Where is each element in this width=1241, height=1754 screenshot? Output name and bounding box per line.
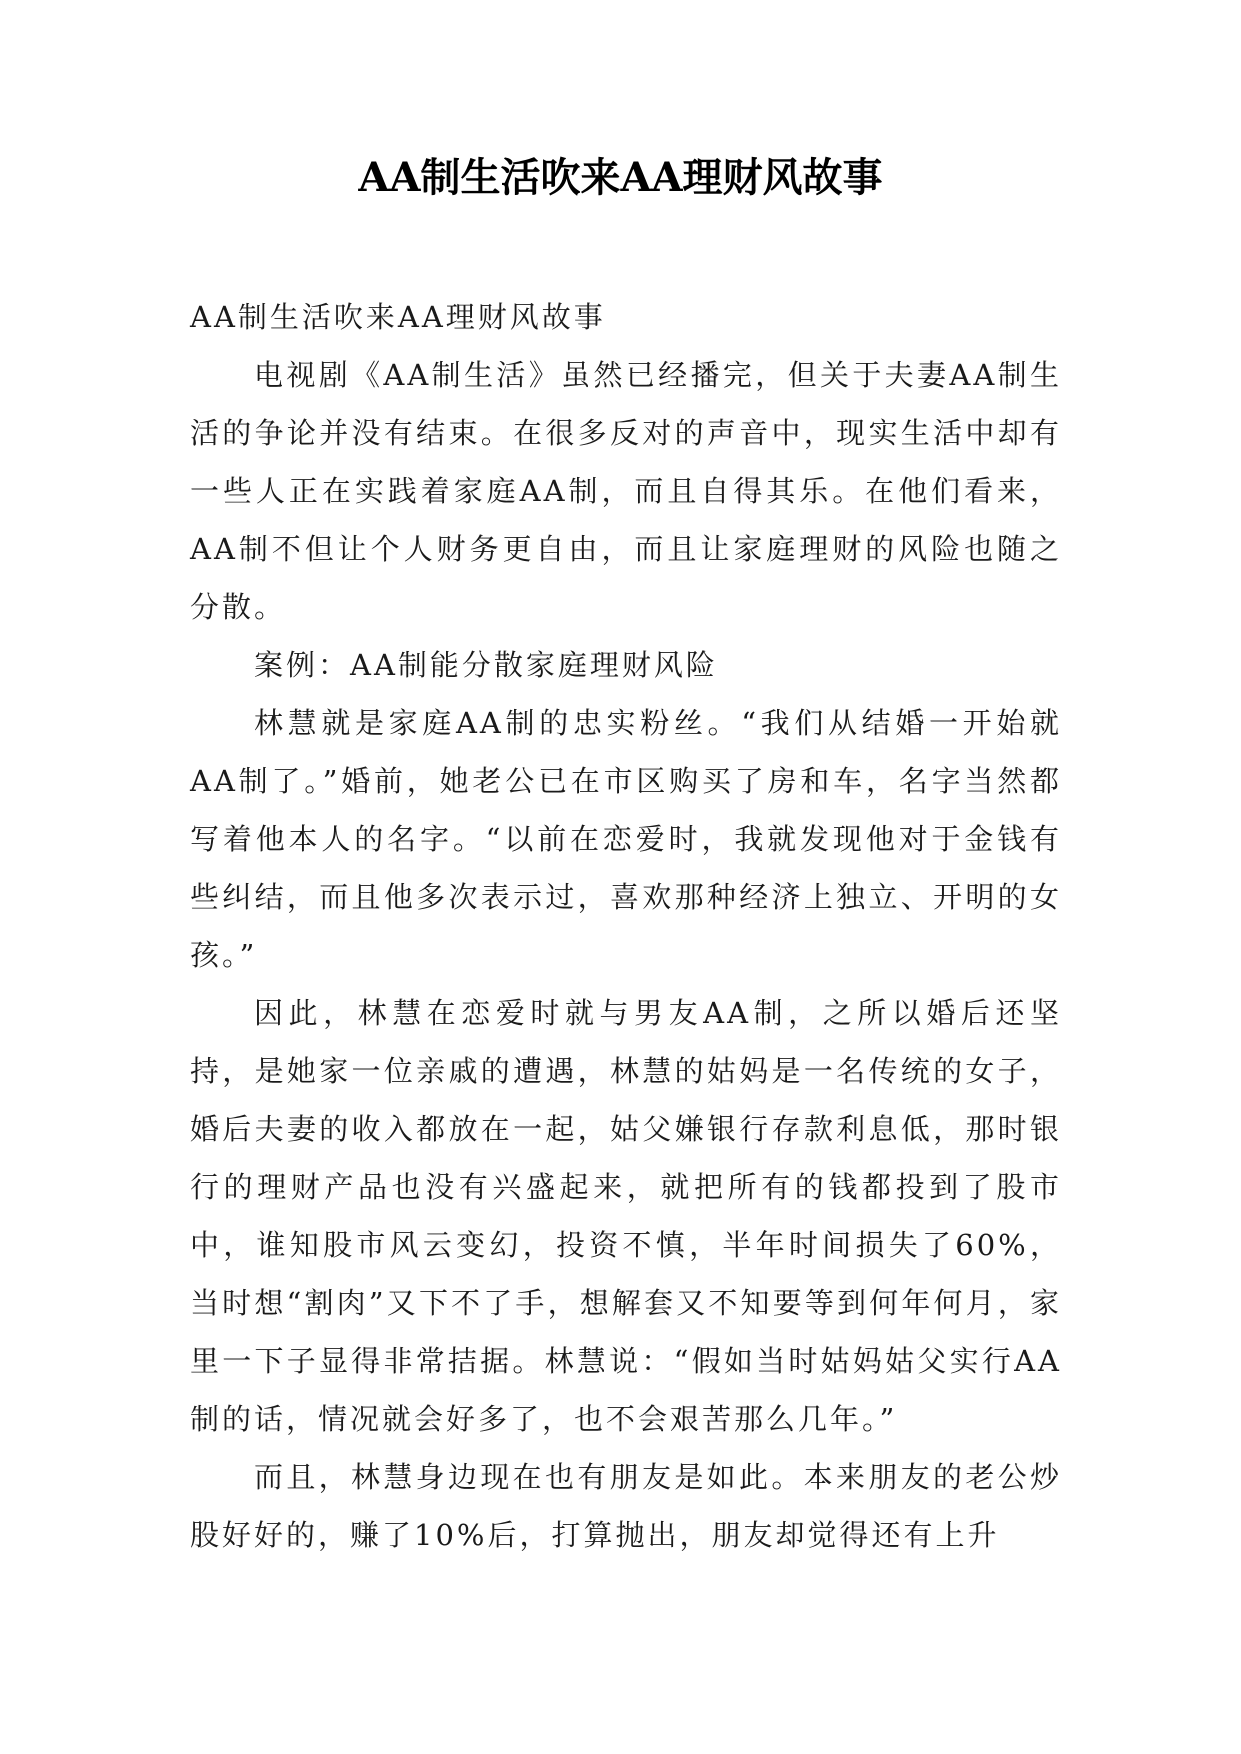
case-paragraph-1: 林慧就是家庭AA制的忠实粉丝。“我们从结婚一开始就AA制了。”婚前，她老公已在市区购买了房和车，名字当然都写着他本人的名字。“以前在恋爱时，我就发现他对于金钱有些纠结，而且他多次表示过，喜欢那种经济上独立、开明的女孩。” <box>190 706 1062 972</box>
case-paragraph-3: 而且，林慧身边现在也有朋友是如此。本来朋友的老公炒股好好的，赚了10%后，打算抛出，朋友却觉得还有上升 <box>190 1460 1062 1552</box>
intro-paragraph: 电视剧《AA制生活》虽然已经播完，但关于夫妻AA制生活的争论并没有结束。在很多反对的声音中，现实生活中却有一些人正在实践着家庭AA制，而且自得其乐。在他们看来，AA制不但让个人财务更自由，而且让家庭理财的风险也随之分散。 <box>190 358 1062 624</box>
case-paragraph-2: 因此，林慧在恋爱时就与男友AA制，之所以婚后还坚持，是她家一位亲戚的遭遇，林慧的姑妈是一名传统的女子，婚后夫妻的收入都放在一起，姑父嫌银行存款利息低，那时银行的理财产品也没有兴盛起来，就把所有的钱都投到了股市中，谁知股市风云变幻，投资不慎，半年时间损失了60%，当时想“割肉”又下不了手，想解套又不知要等到何年何月，家里一下子显得非常拮据。林慧说：“假如当时姑妈姑父实行AA制的话，情况就会好多了，也不会艰苦那么几年。” <box>190 996 1062 1436</box>
document-title: AA制生活吹来AA理财风故事 <box>358 154 883 201</box>
document-body <box>190 288 1062 1564</box>
subtitle-line: AA制生活吹来AA理财风故事 <box>190 300 606 334</box>
section-heading: 案例：AA制能分散家庭理财风险 <box>254 648 718 682</box>
